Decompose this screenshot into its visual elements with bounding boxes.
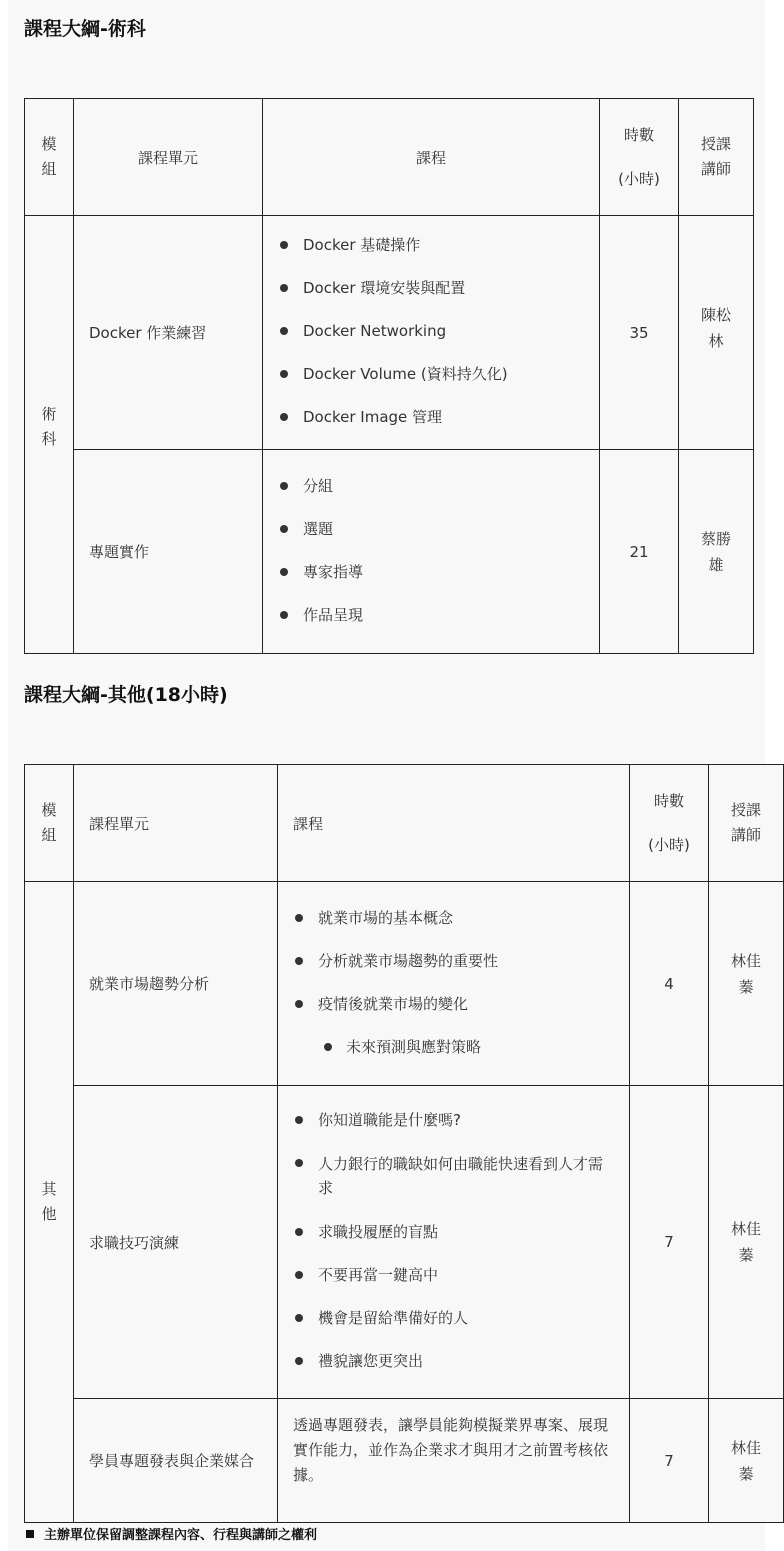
hours-cell: 7 (630, 1086, 709, 1399)
bullet-icon (280, 525, 288, 533)
table-row (25, 1086, 784, 1399)
unit-cell: 學員專題發表與企業媒合 (74, 1399, 278, 1523)
header-hours: 時數 (小時) (630, 765, 709, 882)
bullet-icon (295, 1271, 303, 1279)
header-hours: 時數 (小時) (600, 99, 679, 216)
footer-note: 主辦單位保留調整課程內容、行程與講師之權利 (24, 1524, 317, 1543)
table-row (25, 1399, 784, 1523)
list-item: 疫情後就業市場的變化 (292, 993, 629, 1015)
list-item: Docker 環境安裝與配置 (277, 277, 599, 299)
course-description: 透過專題發表，讓學員能夠模擬業界專案、展現實作能力，並作為企業求才與用才之前置考核依據。 (293, 1416, 609, 1484)
table-row (25, 450, 754, 654)
bullet-icon (280, 568, 288, 576)
header-teacher: 授課講師 (709, 765, 784, 882)
course-cell (278, 882, 630, 1086)
unit-cell: 專題實作 (74, 450, 263, 654)
table-row (25, 882, 784, 1086)
list-item: 機會是留給準備好的人 (292, 1307, 615, 1329)
hours-cell: 4 (630, 882, 709, 1086)
hours-cell: 7 (630, 1399, 709, 1523)
table-header-row (25, 765, 784, 882)
header-module: 模組 (25, 765, 74, 882)
bullet-icon (280, 241, 288, 249)
module-cell: 其他 (25, 882, 74, 1523)
header-unit: 課程單元 (74, 99, 263, 216)
list-item: 就業市場的基本概念 (292, 907, 629, 929)
bullet-icon (295, 1357, 303, 1365)
list-item: 專家指導 (277, 561, 599, 583)
list-item: 求職投履歷的盲點 (292, 1221, 615, 1243)
bullet-icon (280, 482, 288, 490)
bullet-icon (280, 413, 288, 421)
course-cell (263, 216, 600, 450)
header-unit: 課程單元 (74, 765, 278, 882)
list-item: 你知道職能是什麼嗎? (292, 1109, 615, 1131)
header-teacher: 授課講師 (679, 99, 754, 216)
bullet-icon (280, 370, 288, 378)
bullet-icon (280, 284, 288, 292)
teacher-cell: 林佳蓁 (709, 1399, 784, 1523)
hours-cell: 21 (600, 450, 679, 654)
list-item: 未來預測與應對策略 (292, 1036, 629, 1058)
bullet-icon (295, 957, 303, 965)
list-item: 選題 (277, 518, 599, 540)
bullet-icon (324, 1043, 332, 1051)
course-cell (263, 450, 600, 654)
unit-cell: 就業市場趨勢分析 (74, 882, 278, 1086)
list-item: 禮貌讓您更突出 (292, 1350, 615, 1372)
header-course: 課程 (278, 765, 630, 882)
bullet-icon (295, 1228, 303, 1236)
course-table-technical (24, 98, 754, 654)
list-item: 分析就業市場趨勢的重要性 (292, 950, 629, 972)
section1-title: 課程大綱-術科 (24, 18, 146, 40)
list-item: 作品呈現 (277, 604, 599, 626)
table-row (25, 216, 754, 450)
page (8, 0, 765, 1551)
table-header-row (25, 99, 754, 216)
square-bullet-icon (26, 1530, 34, 1538)
list-item: Docker Networking (277, 320, 599, 342)
list-item: Docker Volume (資料持久化) (277, 363, 599, 385)
list-item: Docker Image 管理 (277, 406, 599, 428)
list-item: 不要再當一鍵高中 (292, 1264, 615, 1286)
list-item: 人力銀行的職缺如何由職能快速看到人才需求 (292, 1152, 615, 1200)
header-course: 課程 (263, 99, 600, 216)
section2-title: 課程大綱-其他(18小時) (24, 684, 228, 706)
bullet-icon (280, 611, 288, 619)
header-module: 模組 (25, 99, 74, 216)
teacher-cell: 陳松林 (679, 216, 754, 450)
bullet-icon (280, 327, 288, 335)
list-item: 分組 (277, 475, 599, 497)
unit-cell: 求職技巧演練 (74, 1086, 278, 1399)
teacher-cell: 林佳蓁 (709, 1086, 784, 1399)
bullet-icon (295, 1000, 303, 1008)
list-item: Docker 基礎操作 (277, 234, 599, 256)
bullet-icon (295, 914, 303, 922)
course-cell (278, 1399, 630, 1523)
teacher-cell: 蔡勝雄 (679, 450, 754, 654)
module-cell: 術科 (25, 216, 74, 654)
bullet-icon (295, 1116, 303, 1124)
hours-cell: 35 (600, 216, 679, 450)
course-table-other (24, 764, 784, 1523)
bullet-icon (295, 1314, 303, 1322)
bullet-icon (295, 1159, 303, 1167)
teacher-cell: 林佳蓁 (709, 882, 784, 1086)
unit-cell: Docker 作業練習 (74, 216, 263, 450)
course-cell (278, 1086, 630, 1399)
